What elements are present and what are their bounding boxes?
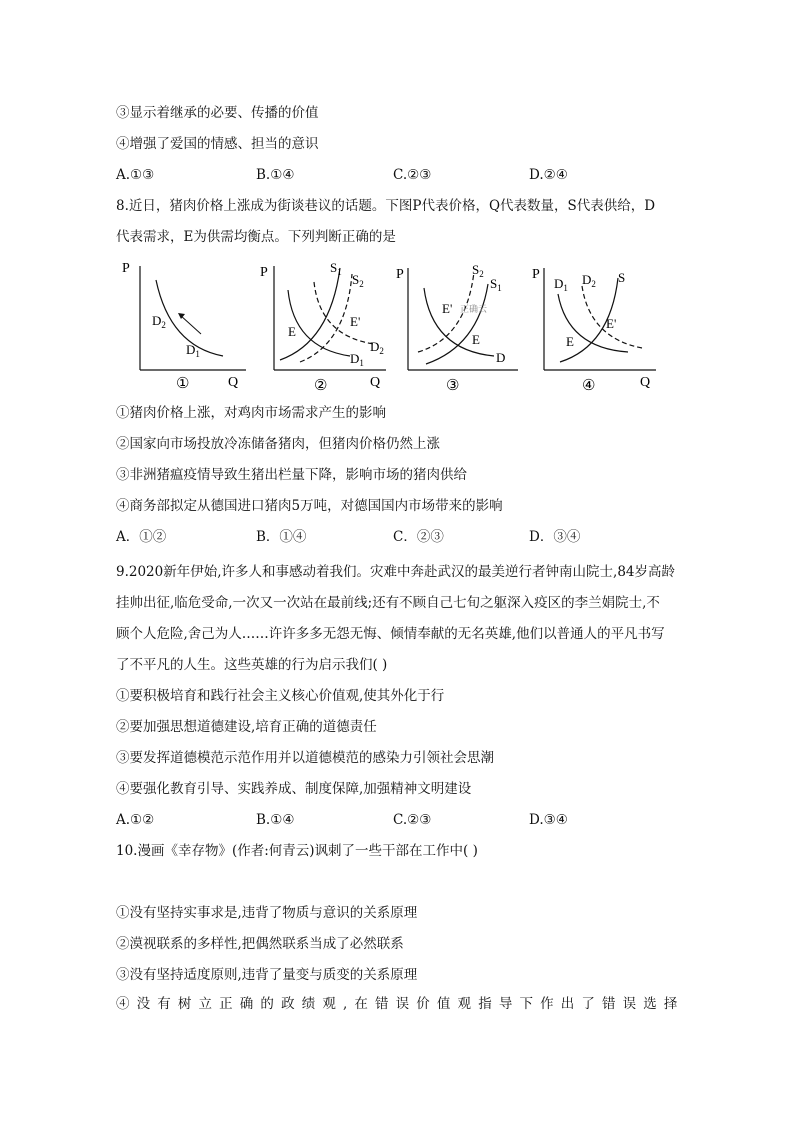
q8-stem-line-2: 代表需求，E为供需均衡点。下列判断正确的是	[116, 229, 396, 245]
fig2-label-d2: $D_2$	[370, 339, 384, 356]
q10-item-1: ①没有坚持实事求是,违背了物质与意识的关系原理	[116, 905, 418, 921]
fig4-label-d2: $D_2$	[582, 272, 596, 289]
fig1-axis-p: P	[122, 261, 130, 276]
q9-option-b: B.①④	[256, 812, 295, 828]
fig1-axis-q: Q	[228, 375, 239, 390]
q7-option-c: C.②③	[393, 167, 432, 183]
q9-option-a: A.①②	[116, 812, 155, 828]
q8-item-2: ②国家向市场投放冷冻储备猪肉，但猪肉价格仍然上涨	[116, 436, 440, 452]
fig1-label-d2: $D_2$	[152, 313, 166, 330]
fig2-label-s1: $S_1$	[330, 260, 342, 277]
fig3-label-e-prime: E'	[442, 301, 453, 316]
q9-stem-line-2: 挂帅出征,临危受命,一次又一次站在最前线;还有不顾自己七旬之躯深入疫区的李兰娟院士,不	[116, 595, 660, 611]
fig2-axis-p: P	[260, 265, 268, 280]
q7-item-3: ③显示着继承的必要、传播的价值	[116, 105, 319, 121]
q8-item-4: ④商务部拟定从德国进口猪肉5万吨，对德国国内市场带来的影响	[116, 498, 503, 514]
q8-item-3: ③非洲猪瘟疫情导致生猪出栏量下降，影响市场的猪肉供给	[116, 467, 467, 483]
fig2-axis-q: Q	[370, 375, 381, 390]
q8-option-b: B．①④	[256, 529, 307, 545]
fig3-label-s2: $S_2$	[472, 262, 484, 279]
q7-option-d: D.②④	[529, 167, 568, 183]
q8-option-c: C．②③	[393, 529, 444, 545]
q9-item-1: ①要积极培育和践行社会主义核心价值观,使其外化于行	[116, 688, 445, 704]
q9-option-d: D.③④	[529, 812, 568, 828]
fig1-shift-arrow	[180, 315, 201, 334]
figure-2	[258, 252, 390, 398]
fig2-label-e: E	[288, 324, 296, 339]
q8-stem-line-1: 8.近日，猪肉价格上涨成为街谈巷议的话题。下图P代表价格，Q代表数量，S代表供给，D	[116, 198, 656, 214]
figure-3	[396, 256, 520, 398]
fig4-axis-p: P	[532, 267, 540, 282]
fig4-number: ④	[582, 378, 596, 394]
q9-stem-line-4: 了不平凡的人生。这些英雄的行为启示我们( )	[116, 657, 388, 673]
fig2-label-s2: $S_2$	[352, 272, 364, 289]
fig2-label-e-prime: E'	[350, 314, 361, 329]
q7-item-4: ④增强了爱国的情感、担当的意识	[116, 136, 319, 152]
fig4-label-d1: $D_1$	[554, 276, 568, 293]
q9-stem-line-1: 9.2020新年伊始,许多人和事感动着我们。灾难中奔赴武汉的最美逆行者钟南山院士,84岁高龄	[116, 564, 675, 580]
fig3-label-s1: $S_1$	[490, 276, 502, 293]
fig1-label-d1: $D_1$	[186, 342, 200, 359]
q7-option-b: B.①④	[256, 167, 295, 183]
fig2-number: ②	[314, 378, 328, 394]
fig2-s1-curve	[280, 268, 340, 360]
q9-item-3: ③要发挥道德模范示范作用并以道德模范的感染力引领社会思潮	[116, 750, 494, 766]
fig4-label-s: S	[618, 270, 626, 285]
q9-item-2: ②要加强思想道德建设,培育正确的道德责任	[116, 719, 377, 735]
q10-item-3: ③没有坚持适度原则,违背了量变与质变的关系原理	[116, 967, 418, 983]
fig3-label-d: D	[496, 350, 506, 365]
fig3-label-e: E	[472, 332, 480, 347]
fig3-d-curve	[424, 288, 494, 356]
fig1-number: ①	[176, 376, 190, 392]
fig3-number: ③	[446, 378, 460, 394]
q10-stem: 10.漫画《幸存物》(作者:何青云)讽刺了一些干部在工作中( )	[116, 843, 478, 859]
q10-item-2: ②漠视联系的多样性,把偶然联系当成了必然联系	[116, 936, 404, 952]
q8-item-1: ①猪肉价格上涨，对鸡肉市场需求产生的影响	[116, 405, 386, 421]
fig2-label-d1: $D_1$	[350, 351, 364, 368]
q8-option-d: D．③④	[529, 529, 581, 545]
q9-option-c: C.②③	[393, 812, 432, 828]
q7-option-a: A.①③	[116, 167, 155, 183]
fig4-axis-q: Q	[640, 375, 651, 390]
q9-item-4: ④要强化教育引导、实践养成、制度保障,加强精神文明建设	[116, 781, 472, 797]
fig3-watermark: 正确云	[460, 304, 488, 314]
fig4-label-e-prime: E'	[606, 316, 617, 331]
figure-1	[118, 258, 248, 398]
q8-option-a: A．①②	[116, 529, 167, 545]
fig4-label-e: E	[566, 334, 574, 349]
fig3-axis-p: P	[396, 267, 404, 282]
q9-stem-line-3: 顾个人危险,舍己为人……许许多多无怨无悔、倾情奉献的无名英雄,他们以普通人的平凡书写	[116, 626, 665, 642]
q10-item-4: ④没有树立正确的政绩观,在错误价值观指导下作出了错误选择	[116, 996, 682, 1012]
figure-4	[532, 256, 662, 398]
